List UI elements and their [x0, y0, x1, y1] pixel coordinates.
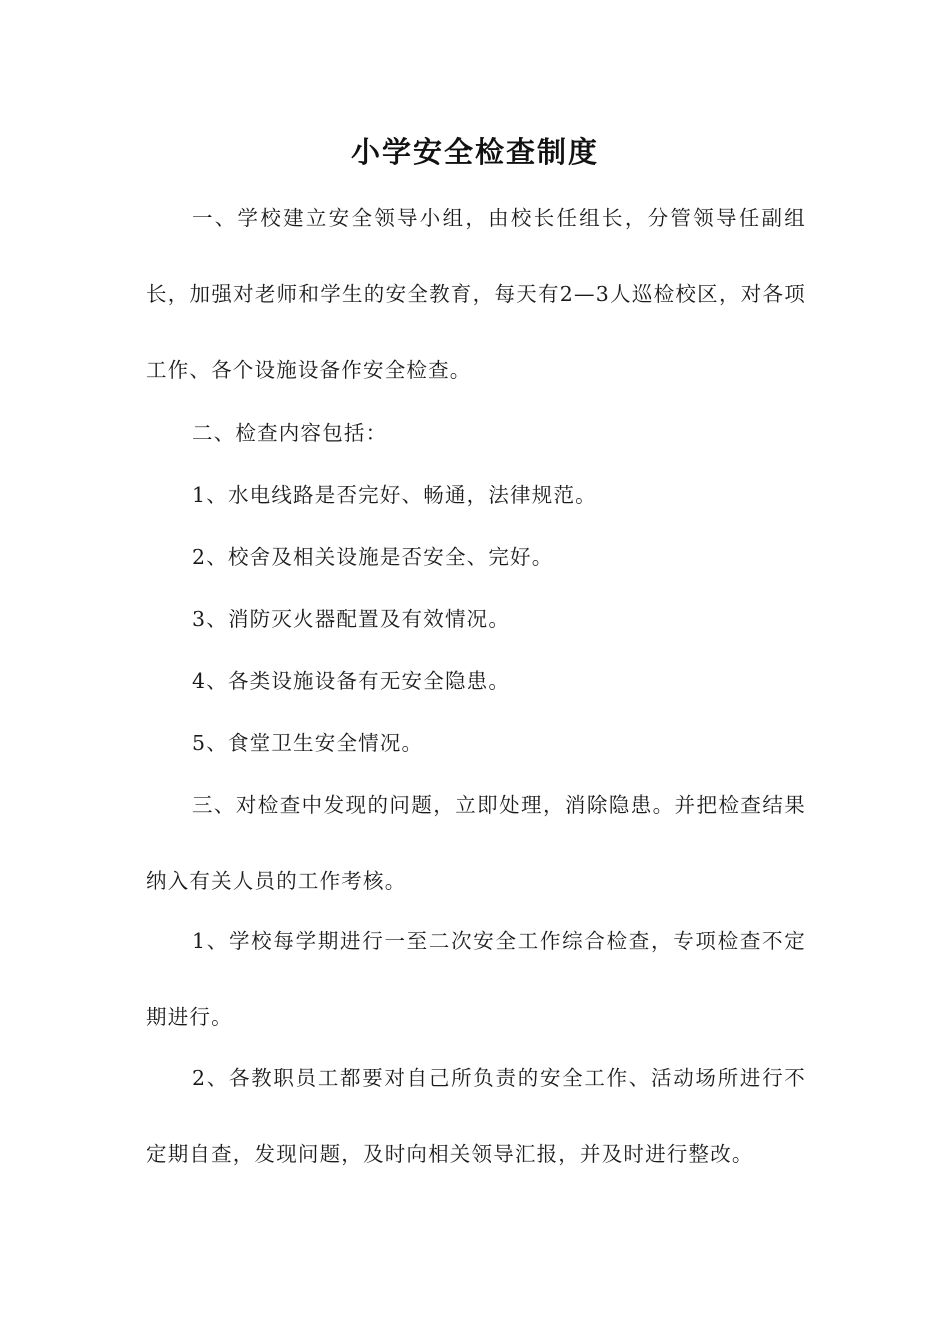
paragraph-4: 2、校舍及相关设施是否安全、完好。 [192, 545, 554, 569]
paragraph-5: 3、消防灭火器配置及有效情况。 [192, 607, 511, 631]
paragraph-9: 1、学校每学期进行一至二次安全工作综合检查，专项检查不定期进行。 [146, 929, 806, 1029]
paragraph-2: 二、检查内容包括： [192, 421, 388, 445]
paragraph-3: 1、水电线路是否完好、畅通，法律规范。 [192, 483, 597, 507]
document-title: 小学安全检查制度 [350, 135, 599, 169]
paragraph-7: 5、食堂卫生安全情况。 [192, 731, 424, 755]
paragraph-10: 2、各教职员工都要对自己所负责的安全工作、活动场所进行不定期自查，发现问题，及时向相关领导汇报，并及时进行整改。 [146, 1066, 806, 1166]
paragraph-8: 三、对检查中发现的问题，立即处理，消除隐患。并把检查结果纳入有关人员的工作考核。 [146, 793, 806, 893]
paragraph-6: 4、各类设施设备有无安全隐患。 [192, 669, 511, 693]
paragraph-1: 一、学校建立安全领导小组，由校长任组长，分管领导任副组长，加强对老师和学生的安全教育，每天有2—3人巡检校区，对各项工作、各个设施设备作安全检查。 [146, 206, 806, 382]
